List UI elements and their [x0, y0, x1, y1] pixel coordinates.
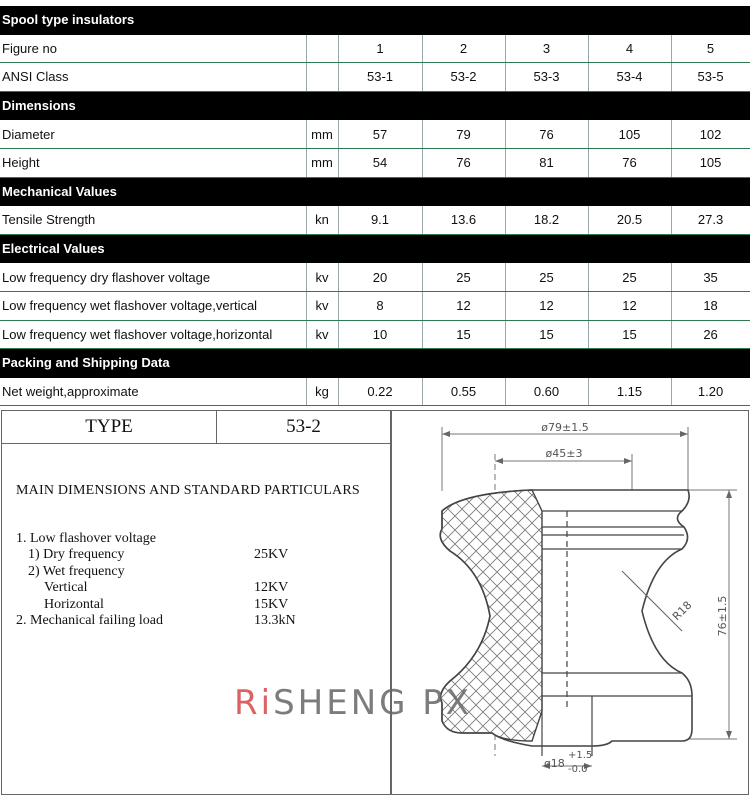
- cell-value: 1.15: [588, 377, 671, 406]
- section-title: Electrical Values: [0, 234, 750, 263]
- hole-diameter-dimension: [542, 750, 592, 775]
- cell-value: 57: [338, 120, 422, 149]
- cell-value: 20.5: [588, 206, 671, 235]
- cell-value: 12: [505, 291, 588, 320]
- cell-value: 13.6: [422, 206, 505, 235]
- cell-value: 8: [338, 291, 422, 320]
- table-row: [0, 377, 750, 406]
- cell-value: 105: [671, 148, 750, 177]
- cell-value: 105: [588, 120, 671, 149]
- cell-value: 25: [588, 263, 671, 292]
- table-row: [0, 263, 750, 292]
- item-horizontal: Horizontal: [44, 597, 104, 612]
- cell-value: 54: [338, 148, 422, 177]
- section-header-row: [0, 6, 750, 34]
- hole-tol-plus: +1.5: [568, 750, 593, 761]
- section-header-row: [0, 91, 750, 120]
- cell-value: 81: [505, 148, 588, 177]
- cell-value: 10: [338, 320, 422, 349]
- item-mechanical-load: 2. Mechanical failing load: [16, 613, 163, 628]
- table-row: [0, 291, 750, 320]
- section-title: Packing and Shipping Data: [0, 349, 750, 378]
- row-unit: kv: [306, 291, 338, 320]
- cell-value: 9.1: [338, 206, 422, 235]
- height-dimension: [687, 490, 737, 739]
- section-title: Dimensions: [0, 91, 750, 120]
- row-label: Low frequency dry flashover voltage: [0, 263, 306, 292]
- cell-value: 53-2: [422, 63, 505, 92]
- row-unit: [306, 34, 338, 63]
- row-unit: kv: [306, 263, 338, 292]
- cell-value: 25: [505, 263, 588, 292]
- hole-tol-minus: -0.0: [568, 764, 588, 775]
- row-unit: mm: [306, 148, 338, 177]
- cell-value: 12: [422, 291, 505, 320]
- row-unit: mm: [306, 120, 338, 149]
- cell-value: 15: [422, 320, 505, 349]
- section-header-row: [0, 349, 750, 378]
- cell-value: 102: [671, 120, 750, 149]
- cell-value: 26: [671, 320, 750, 349]
- mechanical-load-value: 13.3kN: [254, 613, 296, 628]
- section-title: Mechanical Values: [0, 177, 750, 206]
- row-label: Low frequency wet flashover voltage,vertical: [0, 291, 306, 320]
- cell-value: 79: [422, 120, 505, 149]
- insulator-drawing: [392, 411, 748, 794]
- table-row: [0, 148, 750, 177]
- cell-value: 76: [588, 148, 671, 177]
- cell-value: 3: [505, 34, 588, 63]
- vertical-value: 12KV: [254, 580, 289, 595]
- height-text: 76±1.5: [716, 595, 729, 637]
- row-label: Low frequency wet flashover voltage,horizontal: [0, 320, 306, 349]
- cell-value: 1: [338, 34, 422, 63]
- cell-value: 12: [588, 291, 671, 320]
- type-value: 53-2: [286, 416, 321, 437]
- cell-value: 53-3: [505, 63, 588, 92]
- item-wet-frequency: 2) Wet frequency: [28, 564, 125, 579]
- type-label: TYPE: [2, 411, 217, 443]
- outer-diameter-text: ø79±1.5: [541, 421, 589, 434]
- cell-value: 20: [338, 263, 422, 292]
- inner-diameter-text: ø45±3: [545, 447, 583, 460]
- cell-value: 53-1: [338, 63, 422, 92]
- row-unit: kn: [306, 206, 338, 235]
- row-label: Net weight,approximate: [0, 377, 306, 406]
- cell-value: 27.3: [671, 206, 750, 235]
- row-label: Diameter: [0, 120, 306, 149]
- cell-value: 25: [422, 263, 505, 292]
- table-row: [0, 320, 750, 349]
- horizontal-value: 15KV: [254, 597, 289, 612]
- dry-frequency-value: 25KV: [254, 547, 289, 562]
- cell-value: 53-5: [671, 63, 750, 92]
- cell-value: 18.2: [505, 206, 588, 235]
- cell-value: 15: [588, 320, 671, 349]
- particulars-panel: [1, 410, 391, 795]
- cell-value: 35: [671, 263, 750, 292]
- section-header-row: [0, 177, 750, 206]
- cell-value: 76: [505, 120, 588, 149]
- cell-value: 76: [422, 148, 505, 177]
- row-label: ANSI Class: [0, 63, 306, 92]
- row-unit: kg: [306, 377, 338, 406]
- drawing-panel: [391, 410, 749, 795]
- row-label: Figure no: [0, 34, 306, 63]
- table-row: [0, 63, 750, 92]
- watermark-logo: [234, 683, 524, 723]
- item-dry-frequency: 1) Dry frequency: [28, 547, 125, 562]
- cell-value: 15: [505, 320, 588, 349]
- type-row: [2, 411, 390, 444]
- row-unit: [306, 63, 338, 92]
- row-label: Tensile Strength: [0, 206, 306, 235]
- item-vertical: Vertical: [44, 580, 88, 595]
- table-row: [0, 206, 750, 235]
- cell-value: 18: [671, 291, 750, 320]
- cell-value: 53-4: [588, 63, 671, 92]
- row-unit: kv: [306, 320, 338, 349]
- radius-text: R18: [669, 598, 695, 624]
- section-header-row: [0, 234, 750, 263]
- cell-value: 5: [671, 34, 750, 63]
- spec-table-body: [0, 6, 750, 406]
- cell-value: 4: [588, 34, 671, 63]
- table-row: [0, 120, 750, 149]
- spec-table: [0, 6, 750, 406]
- item-low-flashover: 1. Low flashover voltage: [16, 531, 156, 546]
- hole-diameter-text: ø18: [544, 757, 565, 770]
- table-row: [0, 34, 750, 63]
- particulars-heading: MAIN DIMENSIONS AND STANDARD PARTICULARS: [16, 483, 360, 498]
- cell-value: 0.55: [422, 377, 505, 406]
- cell-value: 0.60: [505, 377, 588, 406]
- watermark-gray-text: SHENG PX: [273, 683, 473, 723]
- drawing-section: [0, 410, 750, 803]
- section-title: Spool type insulators: [0, 6, 750, 34]
- watermark-red-text: Ri: [234, 683, 274, 723]
- row-label: Height: [0, 148, 306, 177]
- cell-value: 1.20: [671, 377, 750, 406]
- cell-value: 2: [422, 34, 505, 63]
- cell-value: 0.22: [338, 377, 422, 406]
